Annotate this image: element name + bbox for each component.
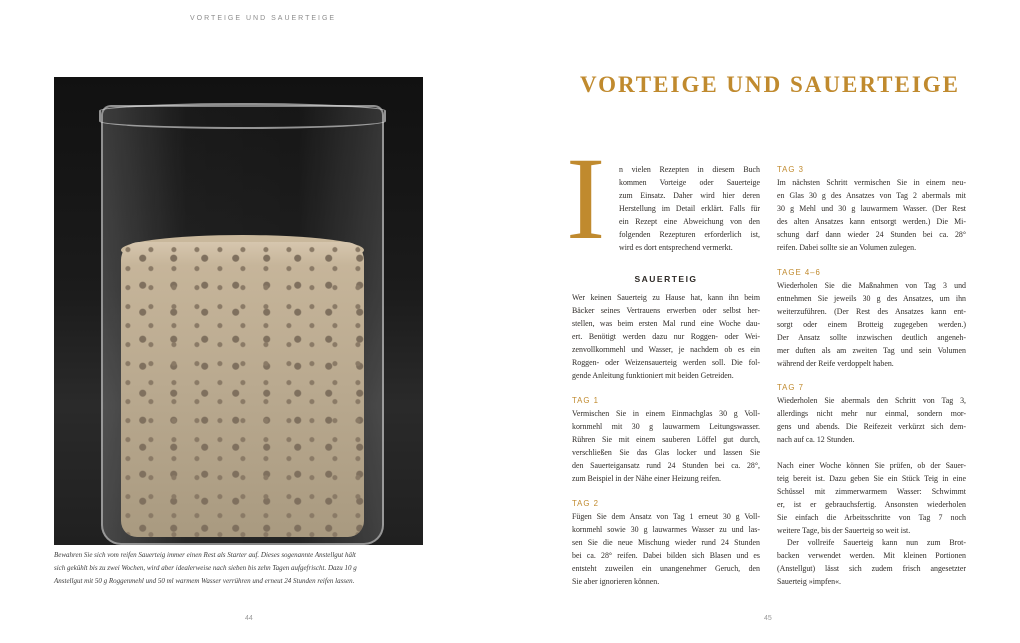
text-line: teig bereit ist. Dazu geben Sie ein Stück Teig in eine: [777, 474, 966, 483]
text-line: sich gekühlt bis zu zwei Wochen, wird aber idealerweise nach sieben bis zehn Tagen aufgefrischt. Dazu 10 g: [54, 564, 357, 572]
text-line: ein Rezept eine Abweichung von den: [619, 217, 760, 226]
tag7-section: [777, 381, 966, 446]
after-week-paragraph: [777, 459, 966, 537]
tag2-heading: TAG 2: [572, 499, 599, 508]
page-number-right: 45: [764, 615, 772, 622]
photo-caption: [54, 549, 424, 588]
text-line: Roggen- oder Weizensauerteig werden soll. Die fol-: [572, 358, 760, 367]
text-line: Wiederholen Sie abermals den Schritt von Tag 3,: [777, 396, 966, 405]
text-line: entnehmen Sie jeweils 30 g des Ansatzes, um ihn: [777, 294, 966, 303]
text-line: zenvollkornmehl und Wasser, je nachdem ob es ein: [572, 345, 760, 354]
text-line: gende Anleitung funktioniert mit beiden Getreiden.: [572, 371, 734, 380]
page-number-left: 44: [245, 615, 253, 622]
tag7-heading: TAG 7: [777, 383, 804, 392]
tag46-section: [777, 266, 966, 370]
text-line: während der Reife verdoppelt haben.: [777, 359, 894, 368]
text-line: kornmehl sowie 30 g lauwarmes Wasser zu und las-: [572, 525, 760, 534]
text-line: ert. Benötigt werden dazu nur Roggen- oder Wei-: [572, 332, 760, 341]
intro-paragraph: [619, 163, 760, 254]
tag7-text: [777, 394, 966, 446]
text-line: Sie aber ignorieren können.: [572, 577, 660, 586]
tag1-heading: TAG 1: [572, 396, 599, 405]
text-line: en Glas 30 g des Ansatzes von Tag 2 abermals mit: [777, 191, 966, 200]
text-line: Sauerteig »impfen«.: [777, 577, 841, 586]
text-line: backen verwendet werden. Mit kleinen Portionen: [777, 551, 966, 560]
text-line: (Anstellgut) lässt sich zudem frisch angesetzter: [777, 564, 966, 573]
tag2-section: [572, 497, 760, 588]
text-line: Der Ansatz sollte inzwischen deutlich angeneh-: [777, 333, 966, 342]
tag2-text: [572, 510, 760, 588]
tag3-section: [777, 163, 966, 254]
jar-rim: [99, 103, 386, 129]
text-line: sen Sie die neue Mischung wieder rund 24 Stunden: [572, 538, 760, 547]
text-line: weiterzuführen. (Der Rest des Ansatzes kann ent-: [777, 307, 966, 316]
text-line: schung darf dann wieder 24 Stunden bei ca. 28°: [777, 230, 966, 239]
tag46-text: [777, 279, 966, 370]
text-line: Nach einer Woche können Sie prüfen, ob der Sauer-: [777, 461, 966, 470]
text-line: zum Beispiel in der Nähe einer Heizung reifen.: [572, 474, 721, 483]
text-line: allerdings nicht mehr nur einmal, sondern mor-: [777, 409, 966, 418]
text-line: Fügen Sie dem Ansatz von Tag 1 erneut 30 g Voll-: [572, 512, 760, 521]
text-line: Vermischen Sie in einem Einmachglas 30 g Voll-: [572, 409, 760, 418]
text-line: nach auf ca. 12 Stunden.: [777, 435, 855, 444]
text-line: zum Einsatz. Daher wird hier deren: [619, 191, 760, 200]
text-line: stellen, was beim ersten Mal rund eine Woche dau-: [572, 319, 760, 328]
text-line: den Sauerteigansatz rund 24 Stunden bei ca. 28°,: [572, 461, 760, 470]
tag3-text: [777, 176, 966, 254]
tag1-text: [572, 407, 760, 485]
text-line: kommen Vorteige oder Sauerteige: [619, 178, 760, 187]
sourdough-jar-photo: [54, 77, 423, 545]
tag3-heading: TAG 3: [777, 165, 804, 174]
text-line: des alten Ansatzes kann entsorgt werden.) Die Mi-: [777, 217, 966, 226]
text-line: folgenden Rezepturen erforderlich ist,: [619, 230, 760, 239]
text-line: sorgt oder einem Brotteig zugegeben werden.): [777, 320, 966, 329]
drop-cap: I: [566, 133, 606, 264]
text-line: Schüssel mit zimmerwarmem Wasser: Schwimmt: [777, 487, 966, 496]
final-paragraph: [777, 536, 966, 588]
text-line: entsteht zuweilen ein unangenehmer Geruch, den: [572, 564, 760, 573]
text-line: weitere Tage, bis der Sauerteig so weit ist.: [777, 526, 911, 535]
text-line: Bewahren Sie sich vom reifen Sauerteig immer einen Rest als Starter auf. Dieses sogenannte Anstellgut hält: [54, 551, 356, 559]
text-line: kornmehl mit 30 g lauwarmem Leitungswasser.: [572, 422, 760, 431]
text-line: mer duften als am zweiten Tag und sein Volumen: [777, 346, 966, 355]
text-line: gens und abends. Die Reifezeit verkürzt sich dem-: [777, 422, 966, 431]
text-line: Rühren Sie mit einem sauberen Löffel gut durch,: [572, 435, 760, 444]
text-line: Der vollreife Sauerteig kann nun zum Brot-: [787, 538, 966, 547]
text-line: Im nächsten Schritt vermischen Sie in einem neu-: [777, 178, 966, 187]
tag46-heading: TAGE 4–6: [777, 268, 821, 277]
page-title: VORTEIGE UND SAUERTEIGE: [579, 72, 961, 97]
text-line: er, ist er gebrauchsfertig. Ansonsten wiederholen: [777, 500, 966, 509]
glass-jar: [101, 105, 384, 545]
text-line: Bäcker seines Vertrauens erwerben oder selbst her-: [572, 306, 760, 315]
text-line: Wiederholen Sie die Maßnahmen von Tag 3 und: [777, 281, 966, 290]
section-heading: SAUERTEIG: [634, 274, 698, 284]
text-line: Anstellgut mit 50 g Roggenmehl und 50 ml warmem Wasser verrühren und erneut 24 Stunden reifen lassen.: [54, 577, 355, 585]
sauerteig-paragraph: [572, 291, 760, 382]
sourdough-starter: [121, 242, 364, 537]
text-line: 30 g Mehl und 30 g lauwarmem Wasser. (Der Rest: [777, 204, 966, 213]
tag1-section: [572, 394, 760, 485]
text-line: verschließen Sie das Glas locker und lassen Sie: [572, 448, 760, 457]
text-line: bei ca. 28° reifen. Dabei bilden sich Blasen und es: [572, 551, 760, 560]
text-line: n vielen Rezepten in diesem Buch: [619, 165, 760, 174]
running-head: VORTEIGE UND SAUERTEIGE: [190, 15, 337, 22]
text-line: Herstellung im Detail erklärt. Falls für: [619, 204, 760, 213]
text-line: wird es dort entsprechend vermerkt.: [619, 243, 733, 252]
text-line: Wer keinen Sauerteig zu Hause hat, kann ihn beim: [572, 293, 760, 302]
text-line: Sie einfach die Arbeitsschritte von Tag 7 noch: [777, 513, 966, 522]
text-line: reifen. Dabei sollte sie an Volumen zulegen.: [777, 243, 917, 252]
